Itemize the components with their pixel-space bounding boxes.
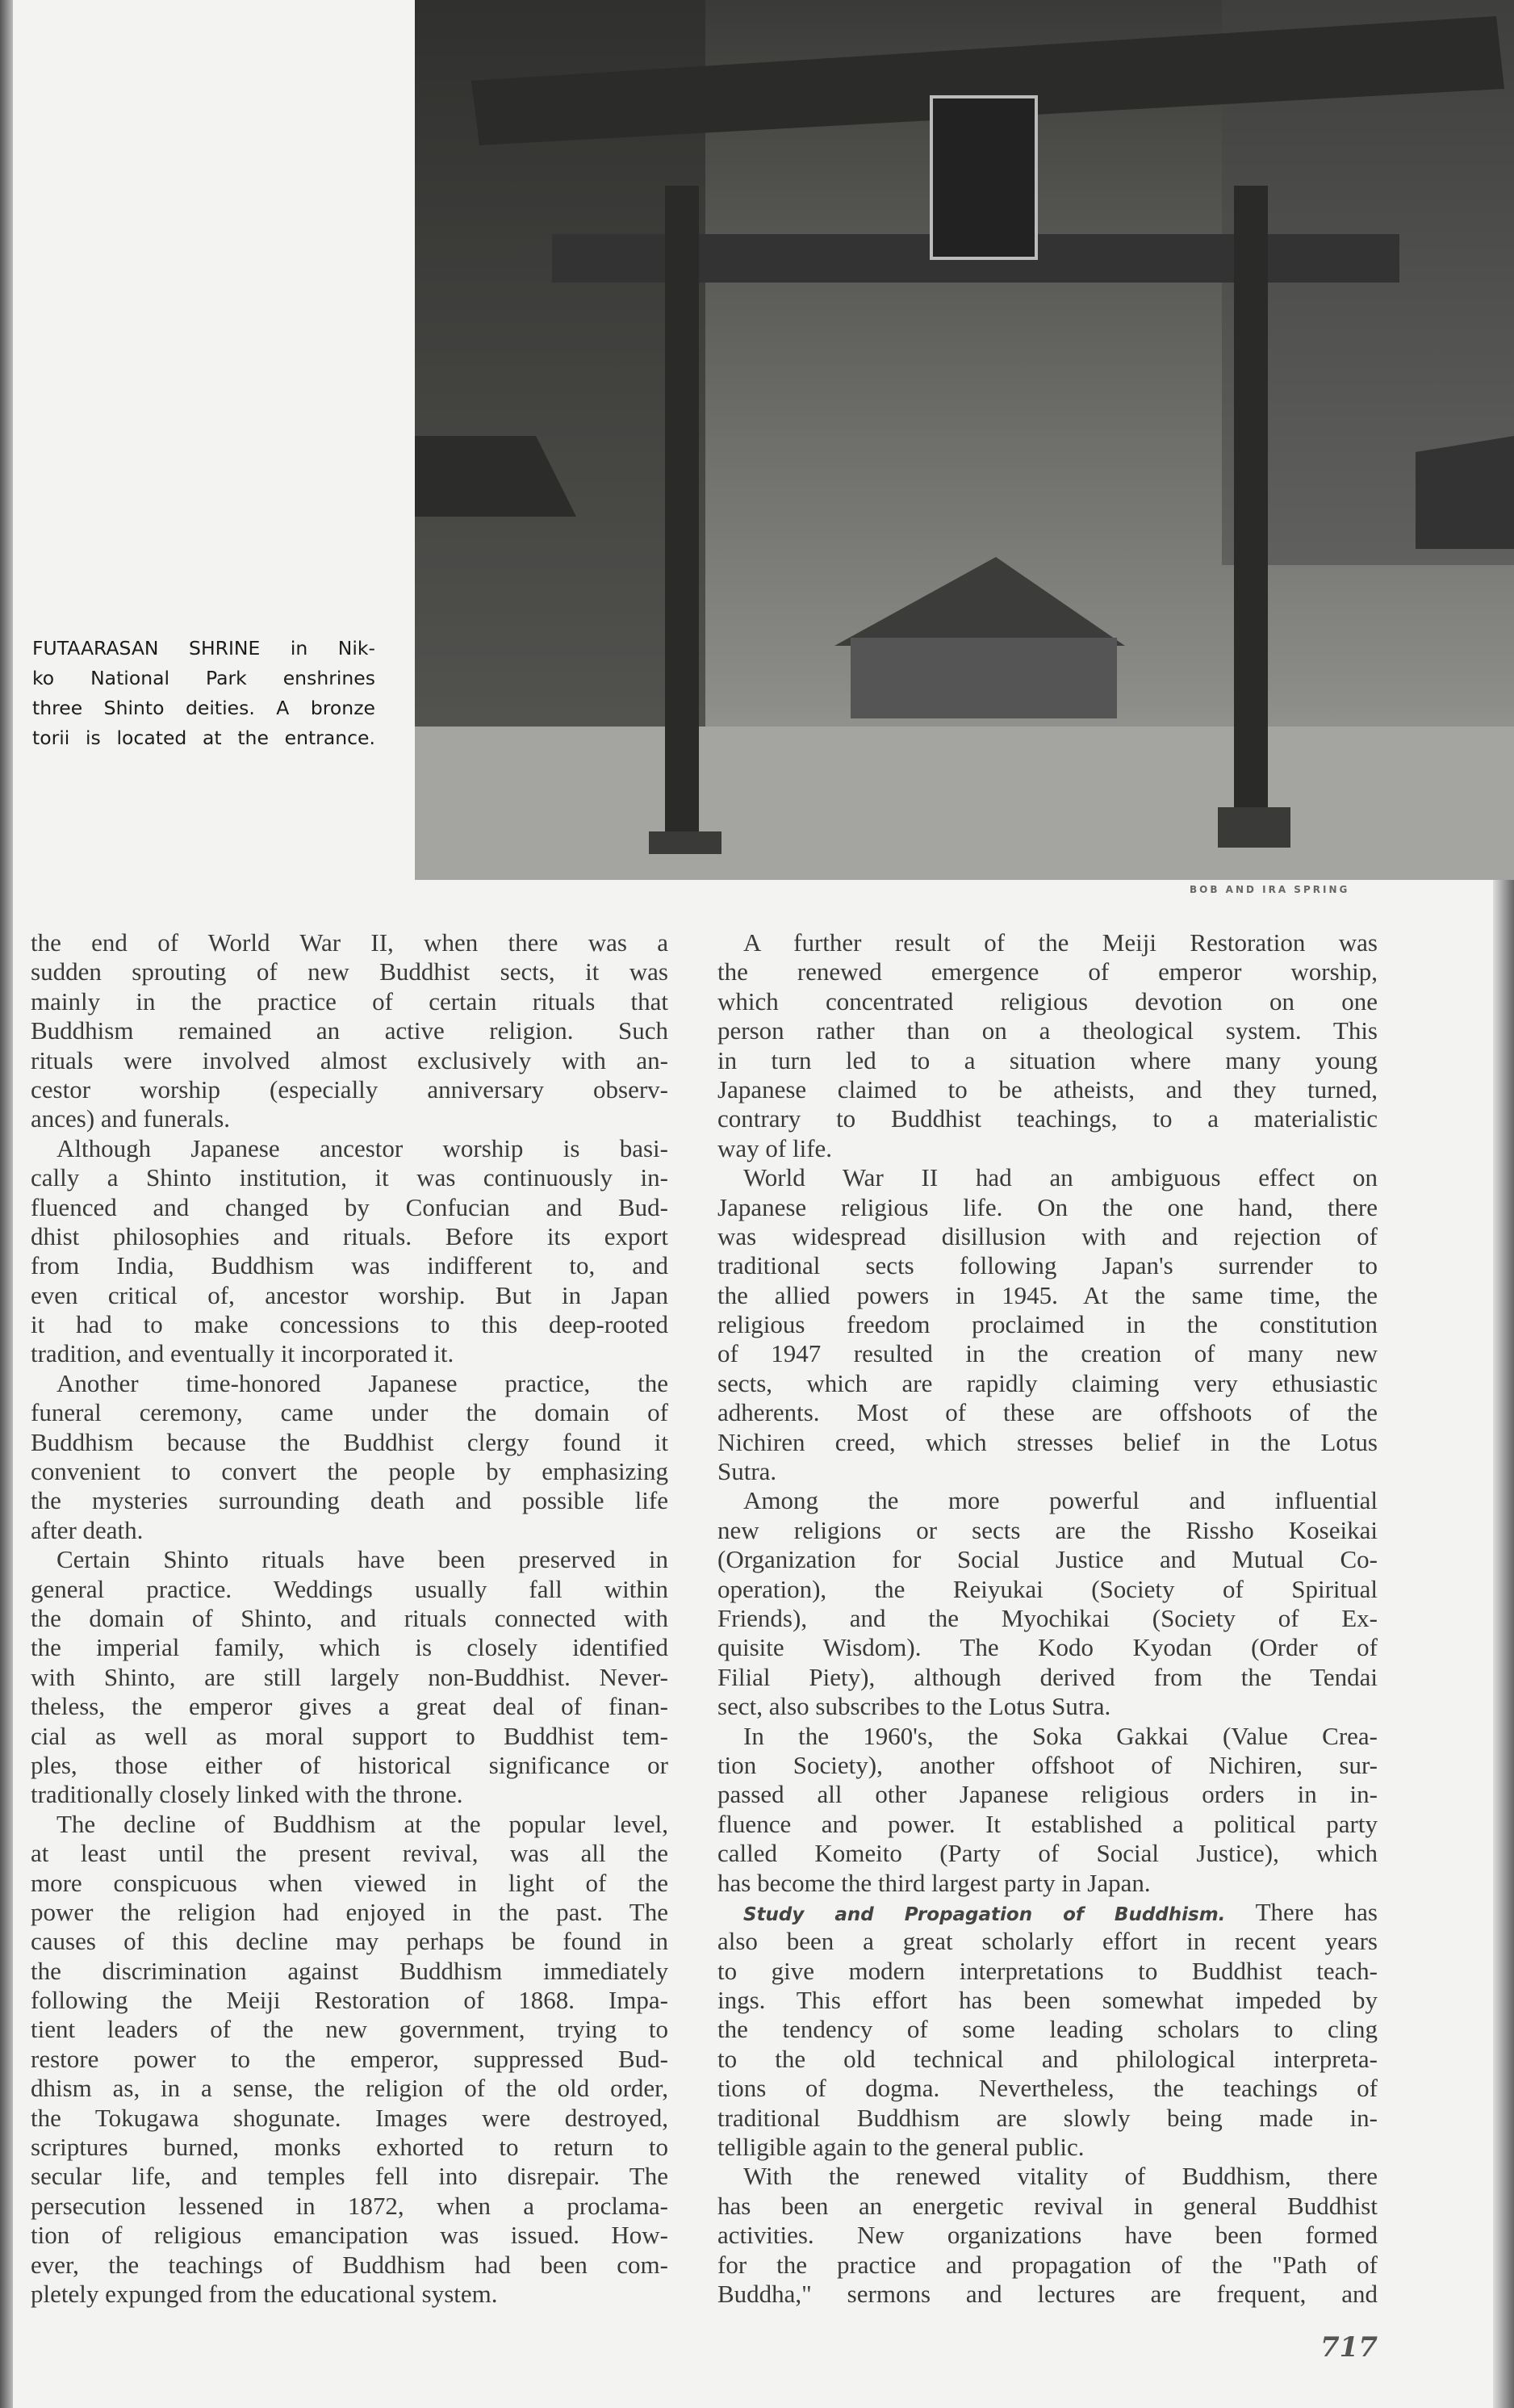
text-line: causes of this decline may perhaps be found in xyxy=(31,1927,668,1956)
text-line xyxy=(717,1898,1378,1927)
text-line: restore power to the emperor, suppressed Bud- xyxy=(31,2044,668,2073)
text-line: more conspicuous when viewed in light of the xyxy=(31,1868,668,1897)
text-line: dhism as, in a sense, the religion of the old order, xyxy=(31,2074,668,2103)
text-line: the discrimination against Buddhism immediately xyxy=(31,1956,668,1985)
text-line: power the religion had enjoyed in the past. The xyxy=(31,1897,668,1926)
text-fragment: There has xyxy=(1255,1897,1378,1926)
text-line: sect, also subscribes to the Lotus Sutra. xyxy=(717,1692,1111,1721)
text-line: Japanese religious life. On the one hand, there xyxy=(717,1192,1378,1221)
text-line: traditional sects following Japan's surrender to xyxy=(717,1251,1378,1280)
text-line: fluence and power. It established a political party xyxy=(717,1809,1378,1838)
paragraph xyxy=(31,1134,668,1369)
text-line: (Organization for Social Justice and Mutual Co- xyxy=(717,1545,1378,1574)
text-line: for the practice and propagation of the "Path of xyxy=(717,2250,1378,2279)
study-section-paragraph xyxy=(717,1898,1378,2163)
text-line: Among the more powerful and influential xyxy=(743,1486,1378,1515)
text-line: tion Society), another offshoot of Nichiren, sur- xyxy=(717,1750,1378,1779)
text-line: to the old technical and philological interpreta- xyxy=(717,2044,1378,2073)
text-line: tradition, and eventually it incorporated it. xyxy=(31,1339,454,1368)
text-line: Buddhism remained an active religion. Such xyxy=(31,1016,668,1045)
text-line: of 1947 resulted in the creation of many new xyxy=(717,1339,1378,1368)
text-line: tions of dogma. Nevertheless, the teachings of xyxy=(717,2074,1378,2103)
text-line: after death. xyxy=(31,1515,144,1544)
text-line: convenient to convert the people by emphasizing xyxy=(31,1457,668,1486)
text-line: Sutra. xyxy=(717,1457,777,1486)
text-line: Nichiren creed, which stresses belief in the Lotus xyxy=(717,1427,1378,1456)
caption-line: ko National Park enshrines xyxy=(32,667,375,689)
text-line: to give modern interpretations to Buddhist teach- xyxy=(717,1956,1378,1985)
text-line: cestor worship (especially anniversary observ- xyxy=(31,1074,668,1103)
paragraph xyxy=(717,928,1378,1163)
photo-credit: BOB AND IRA SPRING xyxy=(1190,884,1350,895)
text-line: cial as well as moral support to Buddhist tem- xyxy=(31,1721,668,1750)
text-line: ings. This effort has been somewhat impeded by xyxy=(717,1986,1378,2015)
paragraph xyxy=(31,1369,668,1545)
text-line: from India, Buddhism was indifferent to, and xyxy=(31,1251,668,1280)
text-line: at least until the present revival, was all the xyxy=(31,1839,668,1868)
text-line: tion of religious emancipation was issued. How- xyxy=(31,2221,668,2250)
text-line: ever, the teachings of Buddhism had been com- xyxy=(31,2250,668,2279)
text-line: the Tokugawa shogunate. Images were destroyed, xyxy=(31,2103,668,2132)
text-line: the allied powers in 1945. At the same time, the xyxy=(717,1280,1378,1309)
caption-line: FUTAARASAN SHRINE in Nik- xyxy=(32,637,375,660)
page-number: 717 xyxy=(1320,2331,1378,2364)
text-line: general practice. Weddings usually fall within xyxy=(31,1574,668,1603)
text-line: persecution lessened in 1872, when a proclama- xyxy=(31,2191,668,2220)
paragraph xyxy=(717,1486,1378,1721)
text-line: the imperial family, which is closely identified xyxy=(31,1633,668,1662)
text-line: The decline of Buddhism at the popular level, xyxy=(56,1809,668,1838)
text-line: scriptures burned, monks exhorted to return to xyxy=(31,2133,668,2162)
text-line: ances) and funerals. xyxy=(31,1104,231,1133)
text-line: the tendency of some leading scholars to cling xyxy=(717,2015,1378,2044)
text-line: telligible again to the general public. xyxy=(717,2133,1085,2162)
text-line: has become the third largest party in Japan. xyxy=(717,1868,1151,1897)
text-line: With the renewed vitality of Buddhism, there xyxy=(743,2162,1378,2191)
paragraph xyxy=(717,1163,1378,1486)
text-line: secular life, and temples fell into disrepair. The xyxy=(31,2162,668,2191)
text-line: called Komeito (Party of Social Justice), which xyxy=(717,1839,1378,1868)
text-line: the mysteries surrounding death and possible life xyxy=(31,1486,668,1515)
text-line: Buddha," sermons and lectures are frequent, and xyxy=(717,2279,1378,2308)
text-line: In the 1960's, the Soka Gakkai (Value Crea- xyxy=(743,1721,1378,1750)
paragraph xyxy=(31,1545,668,1810)
caption-line: torii is located at the entrance. xyxy=(32,727,375,749)
text-line: A further result of the Meiji Restoration was xyxy=(743,928,1378,957)
text-line: in turn led to a situation where many young xyxy=(717,1045,1378,1074)
text-line: World War II had an ambiguous effect on xyxy=(743,1163,1378,1192)
photo-caption xyxy=(32,634,375,753)
text-line: passed all other Japanese religious orders in in- xyxy=(717,1780,1378,1809)
text-line: operation), the Reiyukai (Society of Spiritual xyxy=(717,1574,1378,1603)
torii-gate-photo xyxy=(415,0,1514,880)
paragraph xyxy=(717,1722,1378,1898)
text-line: contrary to Buddhist teachings, to a materialistic xyxy=(717,1104,1378,1133)
text-line: mainly in the practice of certain rituals that xyxy=(31,986,668,1016)
text-line: way of life. xyxy=(717,1133,833,1162)
text-line: activities. New organizations have been formed xyxy=(717,2221,1378,2250)
paragraph xyxy=(31,928,668,1134)
text-line: Japanese claimed to be atheists, and they turned, xyxy=(717,1074,1378,1103)
text-line: tient leaders of the new government, trying to xyxy=(31,2015,668,2044)
text-line: dhist philosophies and rituals. Before its export xyxy=(31,1221,668,1250)
paragraph xyxy=(31,1810,668,2310)
text-line: was widespread disillusion with and rejection of xyxy=(717,1221,1378,1250)
text-line: cally a Shinto institution, it was continuously in- xyxy=(31,1163,668,1192)
text-line: the renewed emergence of emperor worship, xyxy=(717,957,1378,986)
text-line: Filial Piety), although derived from the Tendai xyxy=(717,1662,1378,1691)
text-line: theless, the emperor gives a great deal of finan- xyxy=(31,1692,668,1721)
text-line: Buddhism because the Buddhist clergy found it xyxy=(31,1427,668,1456)
text-line: following the Meiji Restoration of 1868. Impa- xyxy=(31,1986,668,2015)
text-line: ples, those either of historical significance or xyxy=(31,1750,668,1779)
text-line: sudden sprouting of new Buddhist sects, it was xyxy=(31,957,668,986)
text-line: traditional Buddhism are slowly being made in- xyxy=(717,2103,1378,2132)
text-line: fluenced and changed by Confucian and Bud- xyxy=(31,1192,668,1221)
text-line: has been an energetic revival in general Buddhist xyxy=(717,2191,1378,2220)
text-line: Although Japanese ancestor worship is basi- xyxy=(56,1133,668,1162)
text-line: pletely expunged from the educational system. xyxy=(31,2279,498,2308)
text-line: Certain Shinto rituals have been preserved in xyxy=(56,1545,668,1574)
text-line: Friends), and the Myochikai (Society of Ex- xyxy=(717,1603,1378,1632)
paragraph xyxy=(717,2162,1378,2309)
caption-line: three Shinto deities. A bronze xyxy=(32,697,375,719)
text-line: rituals were involved almost exclusively with an- xyxy=(31,1045,668,1074)
section-heading: Study and Propagation of Buddhism. xyxy=(743,1903,1226,1925)
text-line: new religions or sects are the Rissho Koseikai xyxy=(717,1515,1378,1544)
page-edge-left xyxy=(0,0,13,2408)
text-line: Another time-honored Japanese practice, the xyxy=(56,1368,668,1397)
text-line: traditionally closely linked with the throne. xyxy=(31,1780,463,1809)
text-line: sects, which are rapidly claiming very ethusiastic xyxy=(717,1368,1378,1397)
text-line: adherents. Most of these are offshoots of the xyxy=(717,1398,1378,1427)
text-line: the domain of Shinto, and rituals connected with xyxy=(31,1603,668,1632)
left-text-column xyxy=(31,928,668,2309)
text-line: funeral ceremony, came under the domain of xyxy=(31,1398,668,1427)
text-line: even critical of, ancestor worship. But in Japan xyxy=(31,1280,668,1309)
text-line: the end of World War II, when there was a xyxy=(31,928,668,957)
right-text-column xyxy=(717,928,1378,2309)
text-line: which concentrated religious devotion on one xyxy=(717,986,1378,1016)
text-line: also been a great scholarly effort in recent years xyxy=(717,1927,1378,1956)
text-line: religious freedom proclaimed in the constitution xyxy=(717,1310,1378,1339)
text-line: it had to make concessions to this deep-rooted xyxy=(31,1310,668,1339)
text-line: with Shinto, are still largely non-Buddhist. Never- xyxy=(31,1662,668,1691)
text-line: quisite Wisdom). The Kodo Kyodan (Order of xyxy=(717,1633,1378,1662)
text-line: person rather than on a theological system. This xyxy=(717,1016,1378,1045)
